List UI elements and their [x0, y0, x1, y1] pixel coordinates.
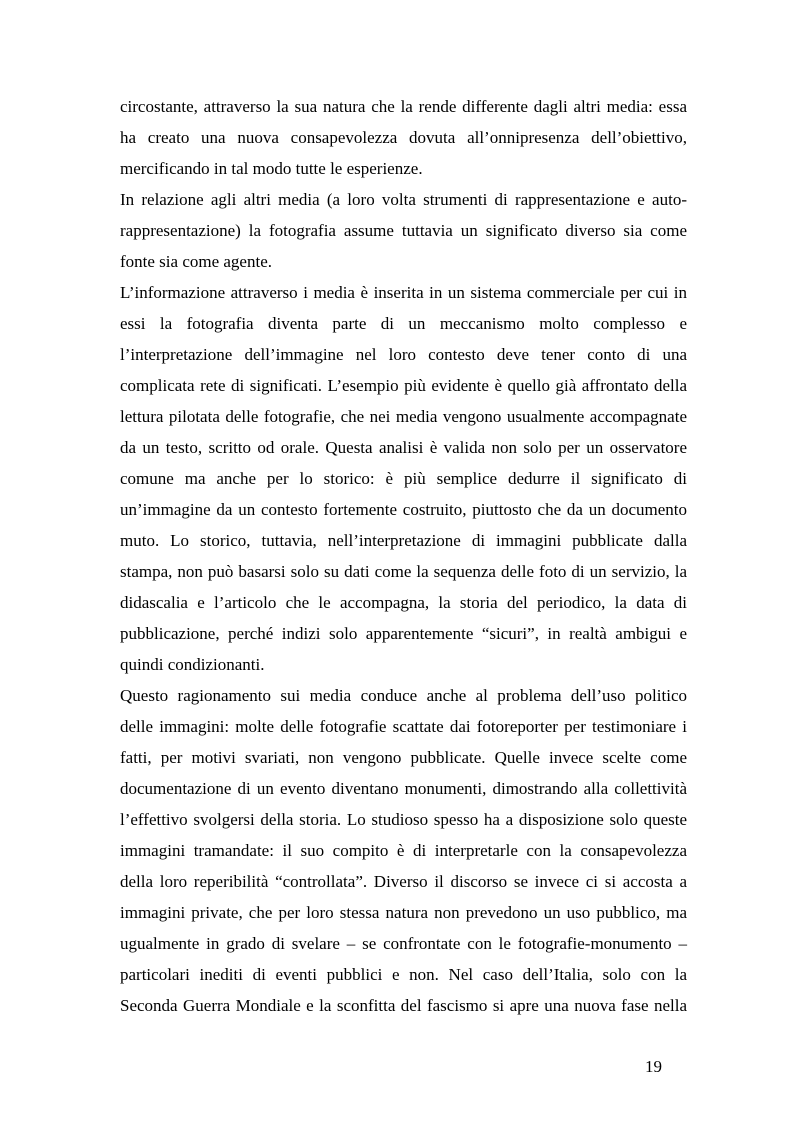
- text-line: l’interpretazione dell’immagine nel loro contesto deve tener conto di una: [120, 345, 687, 364]
- text-line: della loro reperibilità “controllata”. Diverso il discorso se invece ci si accosta a: [120, 872, 687, 891]
- text-line: Questo ragionamento sui media conduce anche al problema dell’uso politico: [120, 686, 687, 705]
- text-line: circostante, attraverso la sua natura che la rende differente dagli altri media: essa: [120, 97, 687, 116]
- text-line: In relazione agli altri media (a loro volta strumenti di rappresentazione e auto-: [120, 190, 687, 209]
- text-line: pubblicazione, perché indizi solo apparentemente “sicuri”, in realtà ambigui e: [120, 624, 687, 643]
- text-line: comune ma anche per lo storico: è più semplice dedurre il significato di: [120, 469, 687, 488]
- text-line: un’immagine da un contesto fortemente costruito, piuttosto che da un documento: [120, 500, 687, 519]
- text-line: fatti, per motivi svariati, non vengono pubblicate. Quelle invece scelte come: [120, 748, 687, 767]
- text-line: essi la fotografia diventa parte di un meccanismo molto complesso e: [120, 314, 687, 333]
- text-line: lettura pilotata delle fotografie, che nei media vengono usualmente accompagnate: [120, 407, 687, 426]
- text-line: didascalia e l’articolo che le accompagna, la storia del periodico, la data di: [120, 593, 687, 612]
- text-line: muto. Lo storico, tuttavia, nell’interpretazione di immagini pubblicate dalla: [120, 531, 687, 550]
- text-line: L’informazione attraverso i media è inserita in un sistema commerciale per cui in: [120, 283, 687, 302]
- text-line: complicata rete di significati. L’esempio più evidente è quello già affrontato della: [120, 376, 687, 395]
- text-line: documentazione di un evento diventano monumenti, dimostrando alla collettività: [120, 779, 687, 798]
- text-line: mercificando in tal modo tutte le esperienze.: [120, 159, 423, 178]
- page-number: 19: [645, 1057, 662, 1076]
- text-line: rappresentazione) la fotografia assume tuttavia un significato diverso sia come: [120, 221, 687, 240]
- text-line: quindi condizionanti.: [120, 655, 265, 674]
- text-line: stampa, non può basarsi solo su dati come la sequenza delle foto di un servizio, la: [120, 562, 687, 581]
- text-line: fonte sia come agente.: [120, 252, 272, 271]
- text-line: da un testo, scritto od orale. Questa analisi è valida non solo per un osservatore: [120, 438, 687, 457]
- text-line: immagini tramandate: il suo compito è di interpretarle con la consapevolezza: [120, 841, 687, 860]
- text-line: particolari inediti di eventi pubblici e non. Nel caso dell’Italia, solo con la: [120, 965, 687, 984]
- text-line: l’effettivo svolgersi della storia. Lo studioso spesso ha a disposizione solo queste: [120, 810, 687, 829]
- text-line: immagini private, che per loro stessa natura non prevedono un uso pubblico, ma: [120, 903, 687, 922]
- text-line: ugualmente in grado di svelare – se confrontate con le fotografie-monumento –: [120, 934, 687, 953]
- text-line: Seconda Guerra Mondiale e la sconfitta del fascismo si apre una nuova fase nella: [120, 996, 687, 1015]
- text-line: ha creato una nuova consapevolezza dovuta all’onnipresenza dell’obiettivo,: [120, 128, 687, 147]
- body-text: [120, 91, 687, 1021]
- text-line: delle immagini: molte delle fotografie scattate dai fotoreporter per testimoniare i: [120, 717, 687, 736]
